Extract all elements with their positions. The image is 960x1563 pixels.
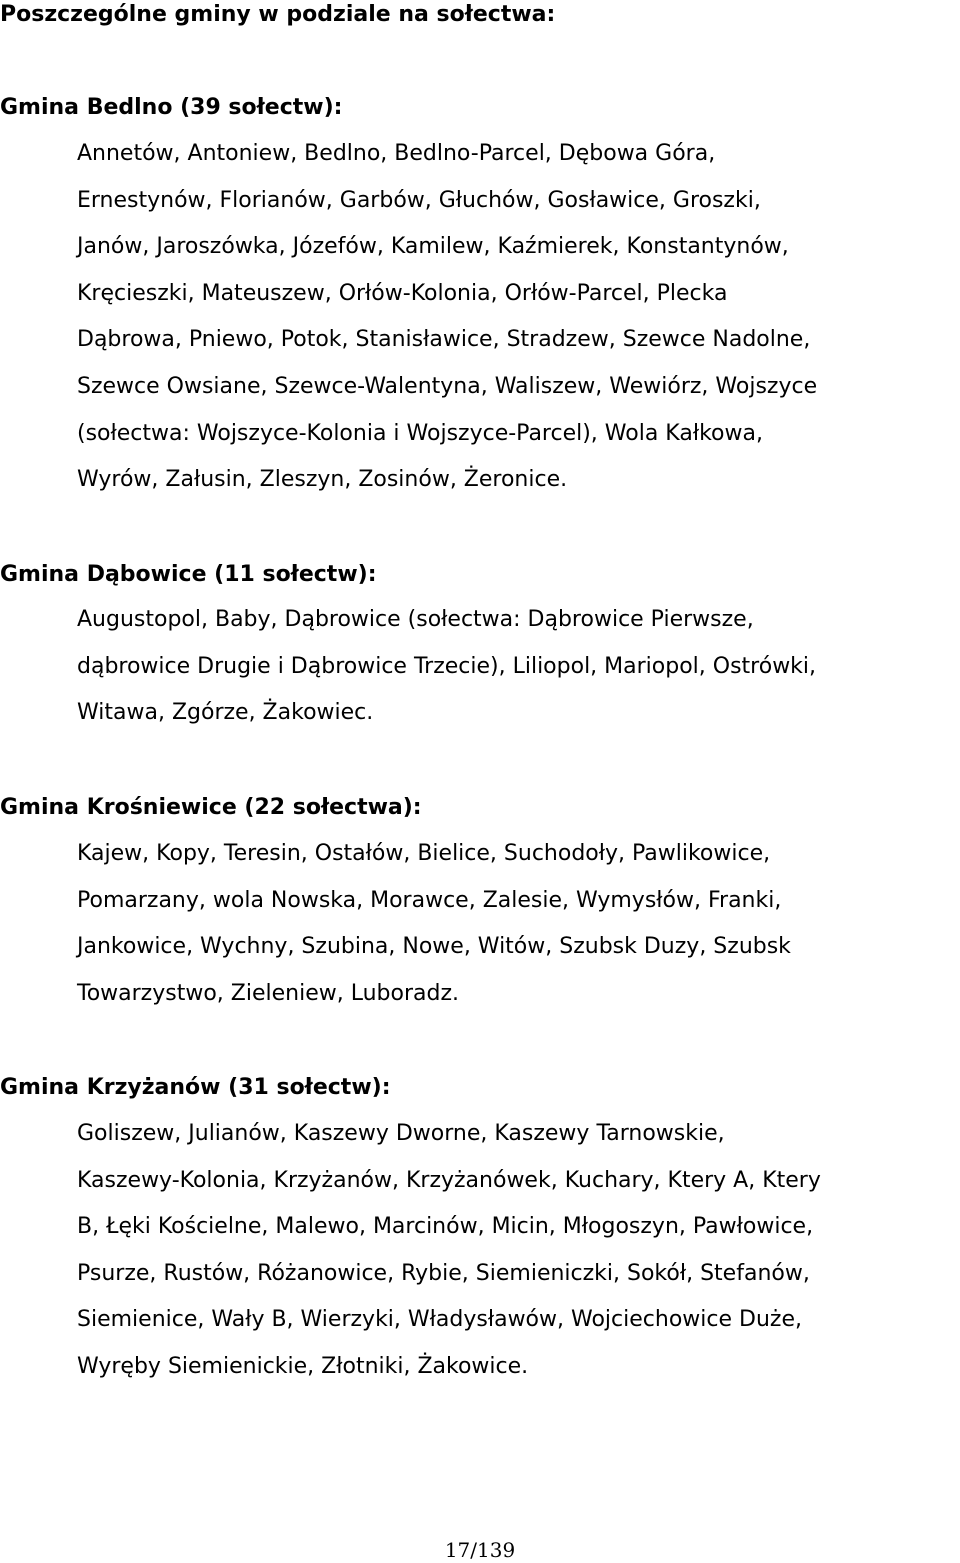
section-heading-krzyzanow: Gmina Krzyżanów (31 sołectw): xyxy=(0,1075,391,1100)
text-line: Pomarzany, wola Nowska, Morawce, Zalesie, Wymysłów, Franki, xyxy=(77,887,782,913)
page-title: Poszczególne gminy w podziale na sołectwa: xyxy=(0,2,556,27)
text-line: Dąbrowa, Pniewo, Potok, Stanisławice, Stradzew, Szewce Nadolne, xyxy=(77,327,811,353)
text-line: Ernestynów, Florianów, Garbów, Głuchów, Gosławice, Groszki, xyxy=(77,187,761,213)
text-line: Wyrów, Załusin, Zleszyn, Zosinów, Żeronice. xyxy=(77,467,568,493)
text-line: Annetów, Antoniew, Bedlno, Bedlno-Parcel, Dębowa Góra, xyxy=(77,141,716,166)
text-line: Szewce Owsiane, Szewce-Walentyna, Waliszew, Wewiórz, Wojszyce xyxy=(77,373,818,399)
text-line: Kajew, Kopy, Teresin, Ostałów, Bielice, Suchodoły, Pawlikowice, xyxy=(77,841,771,866)
section-body-krzyzanow xyxy=(77,1111,821,1391)
text-line: Psurze, Rustów, Różanowice, Rybie, Siemieniczki, Sokół, Stefanów, xyxy=(77,1260,810,1286)
text-line: Witawa, Zgórze, Żakowiec. xyxy=(77,700,374,726)
text-line: Goliszew, Julianów, Kaszewy Dworne, Kaszewy Tarnowskie, xyxy=(77,1121,725,1146)
text-line: Wyręby Siemienickie, Złotniki, Żakowice. xyxy=(77,1353,529,1379)
text-line: Augustopol, Baby, Dąbrowice (sołectwa: Dąbrowice Pierwsze, xyxy=(77,607,754,632)
section-body-krosniewice xyxy=(77,831,791,1017)
text-line: Kaszewy-Kolonia, Krzyżanów, Krzyżanówek, Kuchary, Ktery A, Ktery xyxy=(77,1167,821,1193)
text-line: B, Łęki Kościelne, Malewo, Marcinów, Micin, Młogoszyn, Pawłowice, xyxy=(77,1214,814,1240)
text-line: dąbrowice Drugie i Dąbrowice Trzecie), Liliopol, Mariopol, Ostrówki, xyxy=(77,653,817,679)
section-body-bedlno xyxy=(77,131,817,504)
section-body-dabowice xyxy=(77,597,816,737)
text-line: Jankowice, Wychny, Szubina, Nowe, Witów, Szubsk Duzy, Szubsk xyxy=(77,934,791,960)
text-line: (sołectwa: Wojszyce-Kolonia i Wojszyce-Parcel), Wola Kałkowa, xyxy=(77,420,763,446)
text-line: Janów, Jaroszówka, Józefów, Kamilew, Kaźmierek, Konstantynów, xyxy=(77,234,789,260)
text-line: Kręcieszki, Mateuszew, Orłów-Kolonia, Orłów-Parcel, Plecka xyxy=(77,280,728,306)
section-heading-bedlno: Gmina Bedlno (39 sołectw): xyxy=(0,95,343,120)
text-line: Siemienice, Wały B, Wierzyki, Władysławów, Wojciechowice Duże, xyxy=(77,1307,802,1333)
text-line: Towarzystwo, Zieleniew, Luboradz. xyxy=(77,980,459,1006)
section-heading-dabowice: Gmina Dąbowice (11 sołectw): xyxy=(0,562,377,587)
section-heading-krosniewice: Gmina Krośniewice (22 sołectwa): xyxy=(0,795,422,820)
page-number: 17/139 xyxy=(444,1538,516,1562)
